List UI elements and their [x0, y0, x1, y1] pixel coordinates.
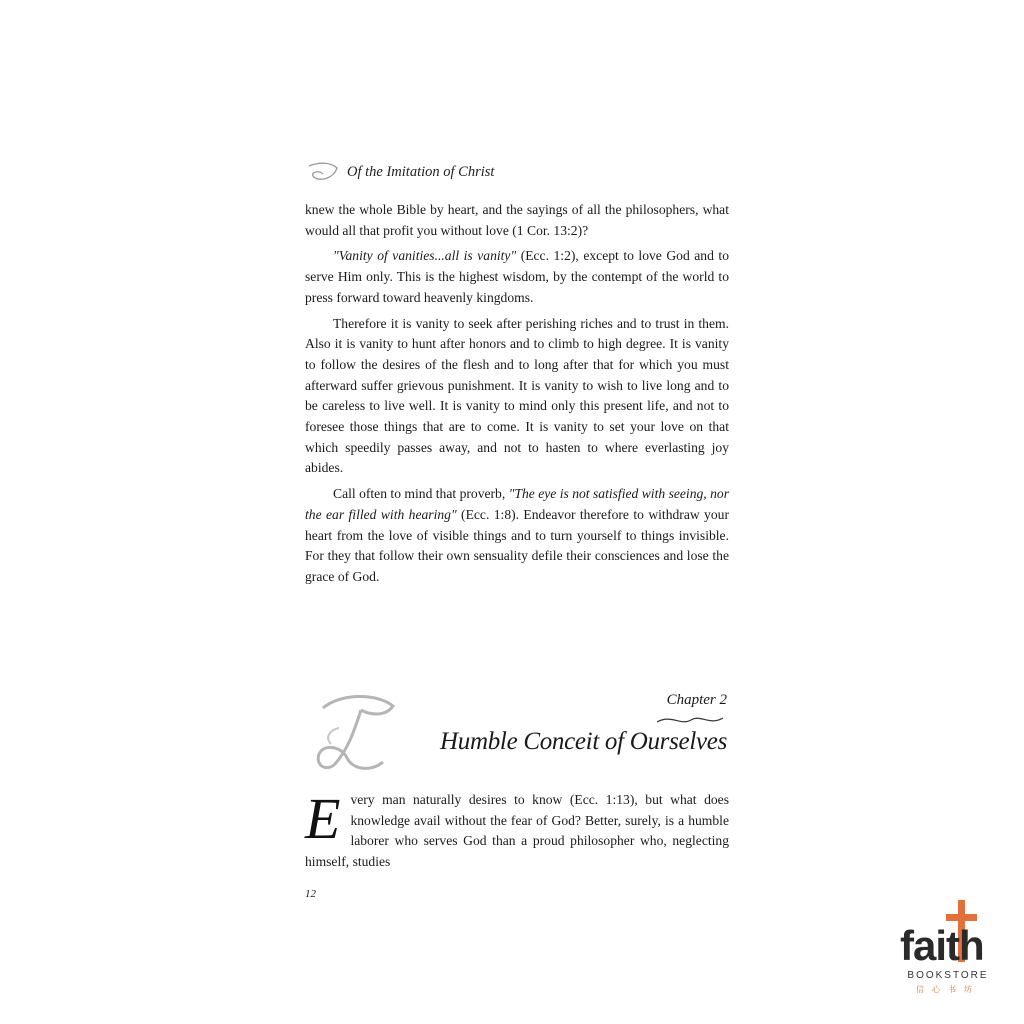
brand-word: faith	[900, 922, 984, 969]
swash-icon	[655, 712, 725, 728]
running-head	[305, 158, 494, 186]
quote: "The eye is not satisfied with seeing, nor the ear filled with hearing"	[305, 486, 729, 522]
chapter-ornament-icon	[309, 688, 401, 776]
chapter-title: Humble Conceit of Ourselves	[440, 728, 727, 755]
chapter-heading	[305, 688, 729, 778]
chapter-text	[305, 786, 729, 873]
paragraph-text: (Ecc. 1:2), except to love God and to serve Him only. This is the highest wisdom, by the contempt of the world to press forward toward heavenly kingdoms.	[305, 248, 730, 305]
drop-cap: E	[305, 786, 341, 851]
book-page	[305, 150, 729, 910]
cross-bar	[946, 914, 977, 921]
paragraph: Therefore it is vanity to seek after perishing riches and to trust in them. Also it is vanity to hunt after honors and to climb to high degree. It is vanity to follow the desires of the flesh and to long after that for which you must afterward suffer grievous punishment. It is vanity to wish to live long and to be careless to live well. It is vanity to mind only this present life, and not to foresee those things that are to come. It is vanity to set your love on that which speedily passes away, and not to hasten to where everlasting joy abides.	[305, 315, 729, 476]
body-text	[305, 200, 729, 593]
paragraph	[305, 484, 729, 588]
paragraph-text: (Ecc. 1:8). Endeavor therefore to withdraw your heart from the love of visible things and to turn yourself to things invisible. For they that follow their own sensuality defile their consciences and lose the grace of God.	[305, 506, 729, 584]
brand-subtitle: BOOKSTORE	[907, 970, 989, 981]
chapter-label: Chapter 2	[666, 692, 727, 708]
running-title: Of the Imitation of Christ	[347, 163, 495, 180]
faith-bookstore-logo	[898, 898, 998, 1008]
brand-chinese: 信心书坊	[916, 985, 980, 994]
page-number: 12	[305, 888, 316, 900]
ornament-icon	[305, 160, 341, 184]
quote: "Vanity of vanities...all is vanity"	[333, 248, 517, 264]
chapter-paragraph: very man naturally desires to know (Ecc. 1:13), but what does knowledge avail without the fear of God? Better, surely, is a humble laborer who serves God than a proud philosopher who, neglecting himself, studies	[305, 792, 729, 870]
paragraph: knew the whole Bible by heart, and the sayings of all the philosophers, what would all that profit you without love (1 Cor. 13:2)?	[305, 202, 729, 238]
paragraph-text: Call often to mind that proverb,	[333, 486, 509, 502]
paragraph	[305, 246, 729, 308]
